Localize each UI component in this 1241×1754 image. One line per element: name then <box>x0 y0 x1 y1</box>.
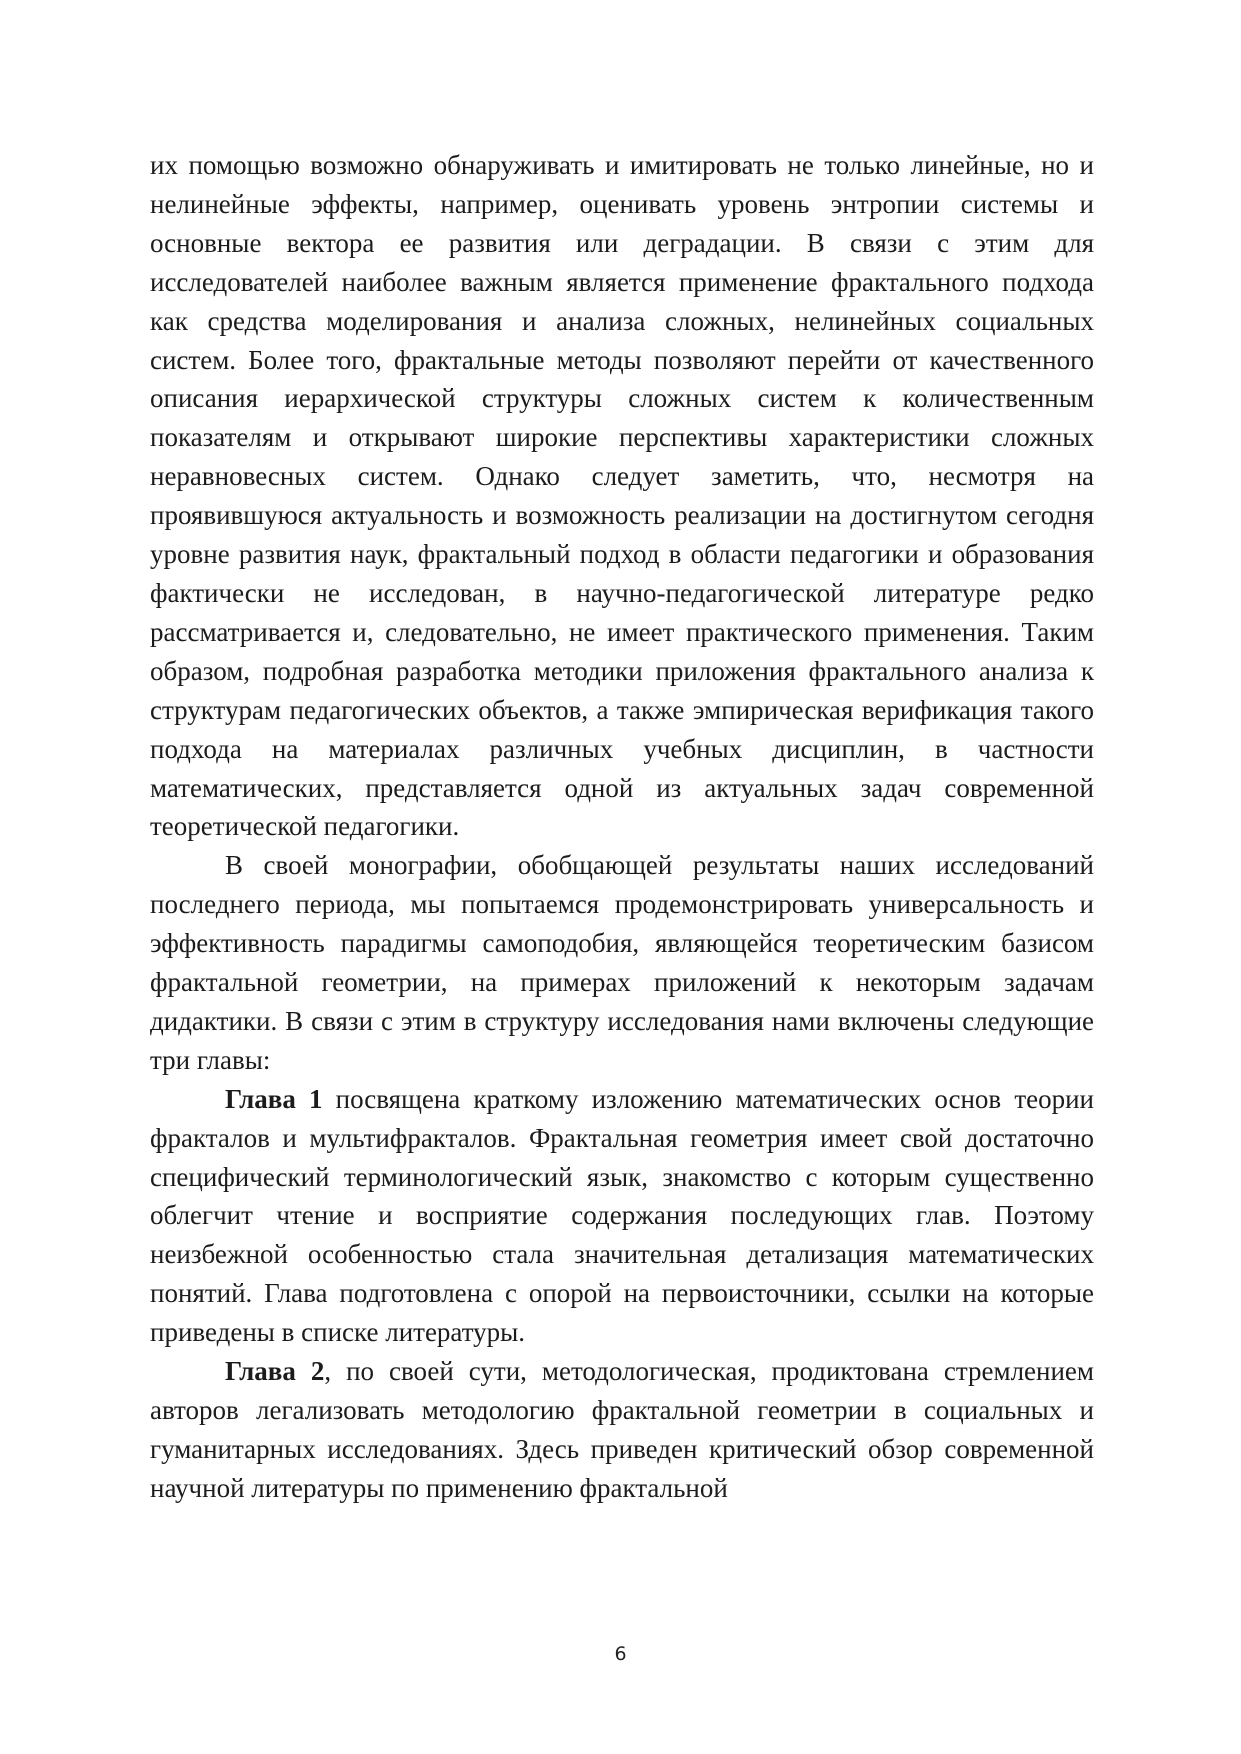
paragraph-chapter-2 <box>150 1352 1094 1508</box>
body-text <box>150 146 1094 1508</box>
page-number: 6 <box>614 1643 627 1665</box>
paragraph-chapter-1 <box>150 1080 1094 1352</box>
chapter-1-text: посвящена краткому изложению математических основ теории фракталов и мультифракталов. Фрактальная геометрия имеет свой достаточно специфический терминологический язык, знакомство с которым существенно облегчит чтение и восприятие содержания последующих глав. Поэтому неизбежной особенностью стала значительная детализация математических понятий. Глава подготовлена с опорой на первоисточники, ссылки на которые приведены в списке литературы. <box>150 1083 1094 1348</box>
chapter-2-heading: Глава 2 <box>225 1356 325 1387</box>
paragraph-monograph-intro: В своей монографии, обобщающей результаты наших исследований последнего периода, мы попытаемся продемонстрировать универсальность и эффективность парадигмы самоподобия, являющейся теоретическим базисом фрактальной геометрии, на примерах приложений к некоторым задачам дидактики. В связи с этим в структуру исследования нами включены следующие три главы: <box>150 850 1094 1075</box>
paragraph-fractal-approach: их помощью возможно обнаруживать и имитировать не только линейные, но и нелинейные эффекты, например, оценивать уровень энтропии системы и основные вектора ее развития или деградации. В связи с этим для исследователей наиболее важным является применение фрактального подхода как средства моделирования и анализа сложных, нелинейных социальных систем. Более того, фрактальные методы позволяют перейти от качественного описания иерархической структуры сложных систем к количественным показателям и открывают широкие перспективы характеристики сложных неравновесных систем. Однако следует заметить, что, несмотря на проявившуюся актуальность и возможность реализации на достигнутом сегодня уровне развития наук, фрактальный подход в области педагогики и образования фактически не исследован, в научно-педагогической литературе редко рассматривается и, следовательно, не имеет практического применения. Таким образом, подробная разработка методики приложения фрактального анализа к структурам педагогических объектов, а также эмпирическая верификация такого подхода на материалах различных учебных дисциплин, в частности математических, представляется одной из актуальных задач современной теоретической педагогики. <box>150 150 1094 842</box>
chapter-1-heading: Глава 1 <box>225 1083 323 1114</box>
chapter-2-text: , по своей сути, методологическая, продиктована стремлением авторов легализовать методологию фрактальной геометрии в социальных и гуманитарных исследованиях. Здесь приведен критический обзор современной научной литературы по применению фрактальной <box>150 1356 1094 1503</box>
